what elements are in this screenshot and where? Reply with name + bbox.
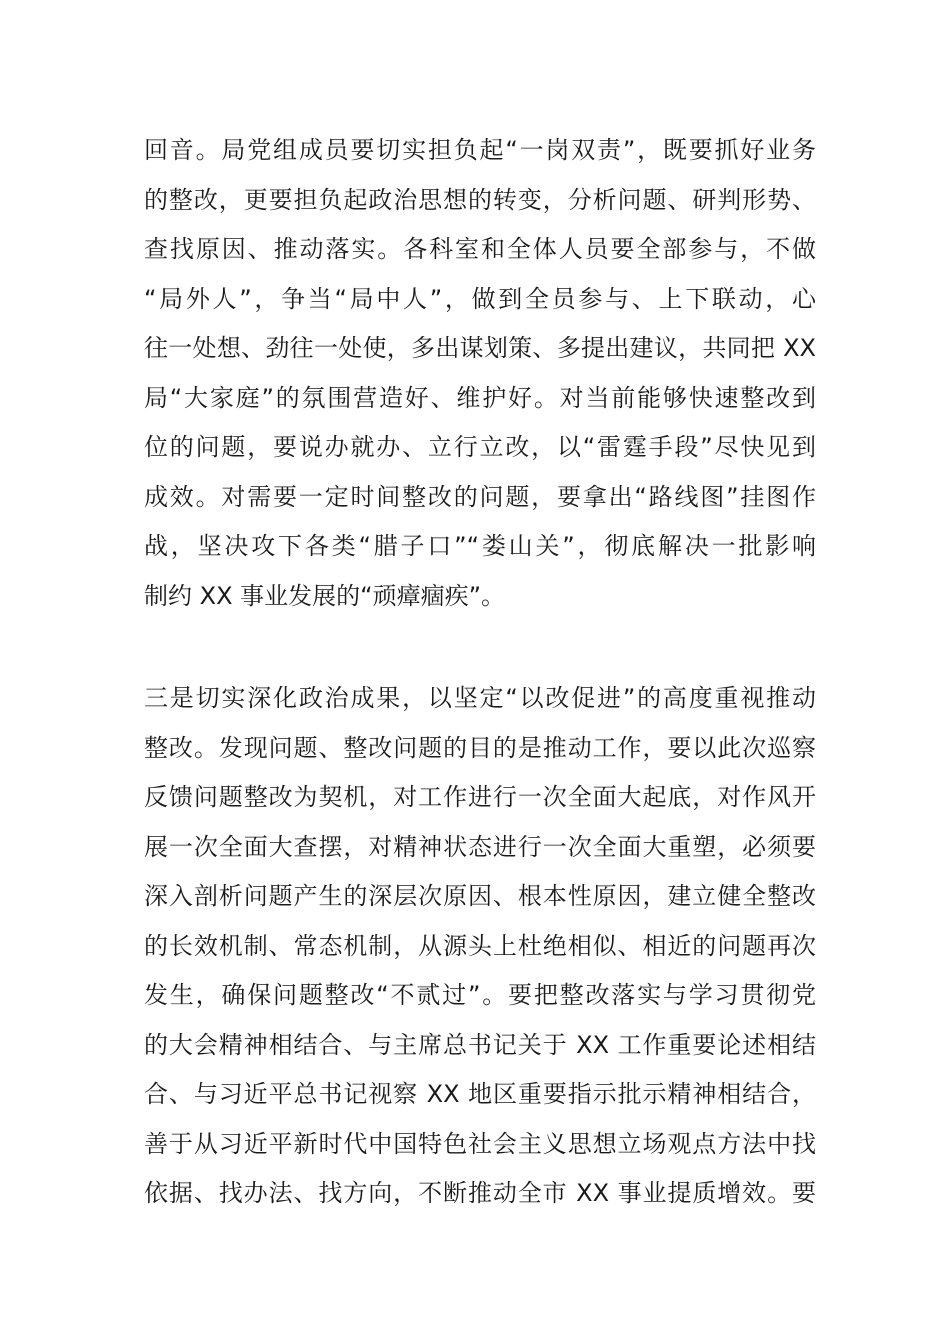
paragraph-line: 善于从习近平新时代中国特色社会主义思想立场观点方法中找: [144, 1129, 816, 1158]
paragraph-line: 局“大家庭”的氛围营造好、维护好。对当前能够快速整改到: [144, 383, 816, 412]
paragraph-line: 回音。局党组成员要切实担负起“一岗双责”，既要抓好业务: [144, 136, 816, 164]
paragraph-line: 发生，确保问题整改“不贰过”。要把整改落实与学习贯彻党: [144, 981, 816, 1009]
paragraph-line: 深入剖析问题产生的深层次原因、根本性原因，建立健全整改: [144, 882, 816, 910]
paragraph-line: 反馈问题整改为契机，对工作进行一次全面大起底，对作风开: [144, 783, 816, 811]
paragraph-line: 成效。对需要一定时间整改的问题，要拿出“路线图”挂图作: [144, 482, 816, 511]
paragraph-line: 制约 XX 事业发展的“顽瘴痼疾”。: [144, 581, 506, 610]
paragraph-line: 往一处想、劲往一处使，多出谋划策、多提出建议，共同把 XX: [144, 334, 816, 362]
paragraph-line: 依据、找办法、找方向，不断推动全市 XX 事业提质增效。要: [144, 1179, 816, 1207]
paragraph-line: 展一次全面大查摆，对精神状态进行一次全面大重塑，必须要: [144, 832, 816, 861]
paragraph-line: 三是切实深化政治成果，以坚定“以改促进”的高度重视推动: [144, 684, 816, 712]
paragraph-line: 的长效机制、常态机制，从源头上杜绝相似、相近的问题再次: [144, 931, 816, 960]
paragraph-line: 位的问题，要说办就办、立行立改，以“雷霆手段”尽快见到: [144, 433, 816, 461]
paragraph-line: 的整改，更要担负起政治思想的转变，分析问题、研判形势、: [144, 185, 816, 214]
paragraph-line: “局外人”，争当“局中人”，做到全员参与、上下联动，心: [144, 284, 816, 313]
paragraph-line: 的大会精神相结合、与主席总书记关于 XX 工作重要论述相结: [144, 1030, 816, 1059]
paragraph-line: 整改。发现问题、整改问题的目的是推动工作，要以此次巡察: [144, 733, 816, 762]
paragraph-line: 合、与习近平总书记视察 XX 地区重要指示批示精神相结合，: [144, 1080, 816, 1108]
paragraph-line: 战，坚决攻下各类“腊子口”“娄山关”，彻底解决一批影响: [144, 532, 816, 560]
paragraph-1: [144, 126, 816, 621]
paragraph-2: [144, 674, 816, 1219]
paragraph-line: 查找原因、推动落实。各科室和全体人员要全部参与，不做: [144, 235, 816, 263]
